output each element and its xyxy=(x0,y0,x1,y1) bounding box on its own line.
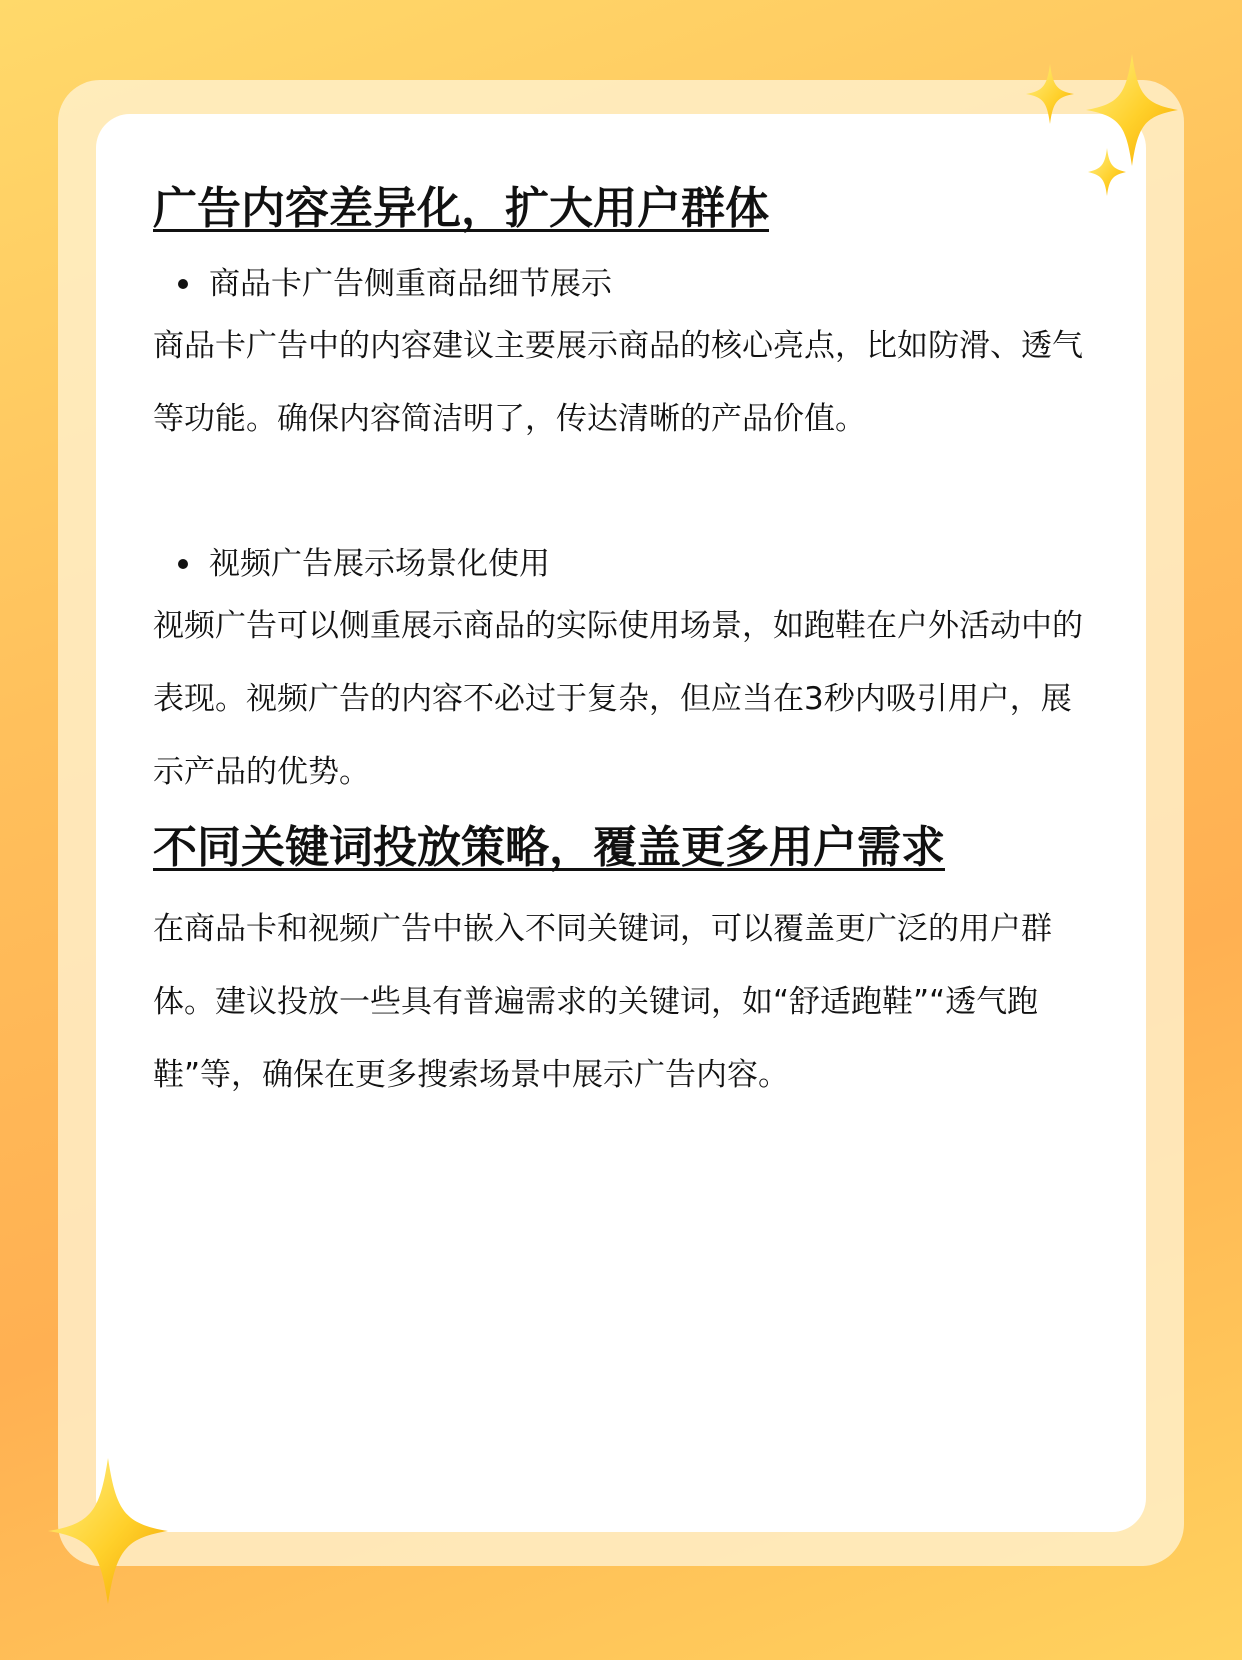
paragraph-video-ad: 视频广告可以侧重展示商品的实际使用场景，如跑鞋在户外活动中的表现。视频广告的内容不必过于复杂，但应当在3秒内吸引用户，展示产品的优势。 xyxy=(153,608,1083,790)
paragraph-keyword-strategy: 在商品卡和视频广告中嵌入不同关键词，可以覆盖更广泛的用户群体。建议投放一些具有普遍需求的关键词，如“舒适跑鞋”“透气跑鞋”等，确保在更多搜索场景中展示广告内容。 xyxy=(153,911,1052,1093)
sparkle-star-icon xyxy=(1086,146,1128,198)
bullet-dot-icon xyxy=(178,559,188,569)
bullet-label: 商品卡广告侧重商品细节展示 xyxy=(209,266,612,302)
bullet-label: 视频广告展示场景化使用 xyxy=(209,546,550,582)
bullet-item-video-ad xyxy=(153,540,1083,588)
article-content xyxy=(153,178,1083,1112)
section-title-ad-differentiation: 广告内容差异化，扩大用户群体 xyxy=(153,183,769,234)
paragraph-product-card: 商品卡广告中的内容建议主要展示商品的核心亮点，比如防滑、透气等功能。确保内容简洁明了，传达清晰的产品价值。 xyxy=(153,328,1083,437)
section-title-keyword-strategy: 不同关键词投放策略，覆盖更多用户需求 xyxy=(153,822,945,873)
bullet-dot-icon xyxy=(178,279,188,289)
sparkle-star-icon xyxy=(1024,62,1076,126)
bullet-item-product-card xyxy=(153,260,1083,308)
sparkle-star-icon xyxy=(46,1456,170,1606)
